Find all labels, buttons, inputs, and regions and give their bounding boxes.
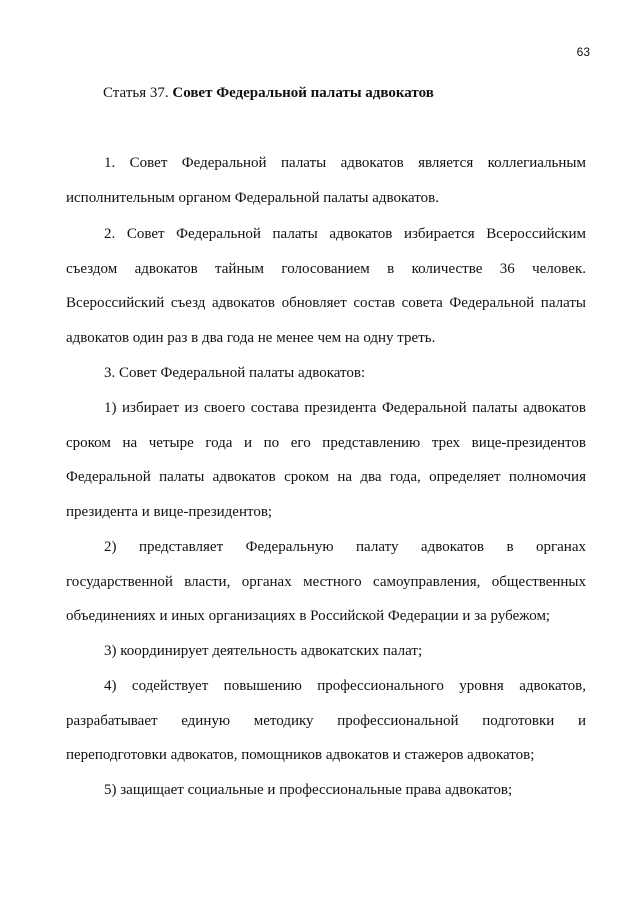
list-item-4 xyxy=(66,669,586,773)
paragraph-line: 1. Совет Федеральной палаты адвокатов является коллегиальным xyxy=(104,155,586,171)
paragraph-line: адвокатов один раз в два года не менее чем на одну треть. xyxy=(66,329,436,346)
paragraph-line: 5) защищает социальные и профессиональные права адвокатов; xyxy=(104,782,513,798)
paragraph-line: государственной власти, органах местного самоуправления, общественных xyxy=(66,573,586,590)
paragraph-line: переподготовки адвокатов, помощников адвокатов и стажеров адвокатов; xyxy=(66,747,535,764)
paragraph-line: исполнительным органом Федеральной палаты адвокатов. xyxy=(66,189,440,206)
page-number: 63 xyxy=(576,45,590,59)
paragraph-line: президента и вице-президентов; xyxy=(66,503,273,520)
paragraph-2 xyxy=(66,217,586,355)
paragraph-line: 3) координирует деятельность адвокатских палат; xyxy=(104,643,423,659)
paragraph-line: 4) содействует повышению профессионального уровня адвокатов, xyxy=(104,678,586,694)
list-item-3 xyxy=(66,634,586,669)
article-title: Совет Федеральной палаты адвокатов xyxy=(172,85,434,101)
paragraph-3 xyxy=(66,356,586,391)
paragraph-line: 2) представляет Федеральную палату адвокатов в органах xyxy=(104,539,586,555)
list-item-1 xyxy=(66,391,586,529)
paragraph-1 xyxy=(66,146,586,215)
paragraph-line: 3. Совет Федеральной палаты адвокатов: xyxy=(104,365,366,381)
paragraph-line: 2. Совет Федеральной палаты адвокатов избирается Всероссийским xyxy=(104,226,586,242)
paragraph-line: объединениях и иных организациях в Российской Федерации и за рубежом; xyxy=(66,608,551,625)
list-item-2 xyxy=(66,530,586,634)
paragraph-line: сроком на четыре года и по его представлению трех вице-президентов xyxy=(66,434,586,451)
paragraph-line: Всероссийский съезд адвокатов обновляет состав совета Федеральной палаты xyxy=(66,295,586,312)
article-heading xyxy=(103,85,434,102)
paragraph-line: разрабатывает единую методику профессиональной подготовки и xyxy=(66,712,586,729)
list-item-5 xyxy=(66,773,586,808)
paragraph-line: Федеральной палаты адвокатов сроком на два года, определяет полномочия xyxy=(66,469,586,486)
paragraph-line: 1) избирает из своего состава президента Федеральной палаты адвокатов xyxy=(104,400,586,416)
article-number: Статья 37. xyxy=(103,85,169,101)
paragraph-line: съездом адвокатов тайным голосованием в количестве 36 человек. xyxy=(66,260,586,277)
